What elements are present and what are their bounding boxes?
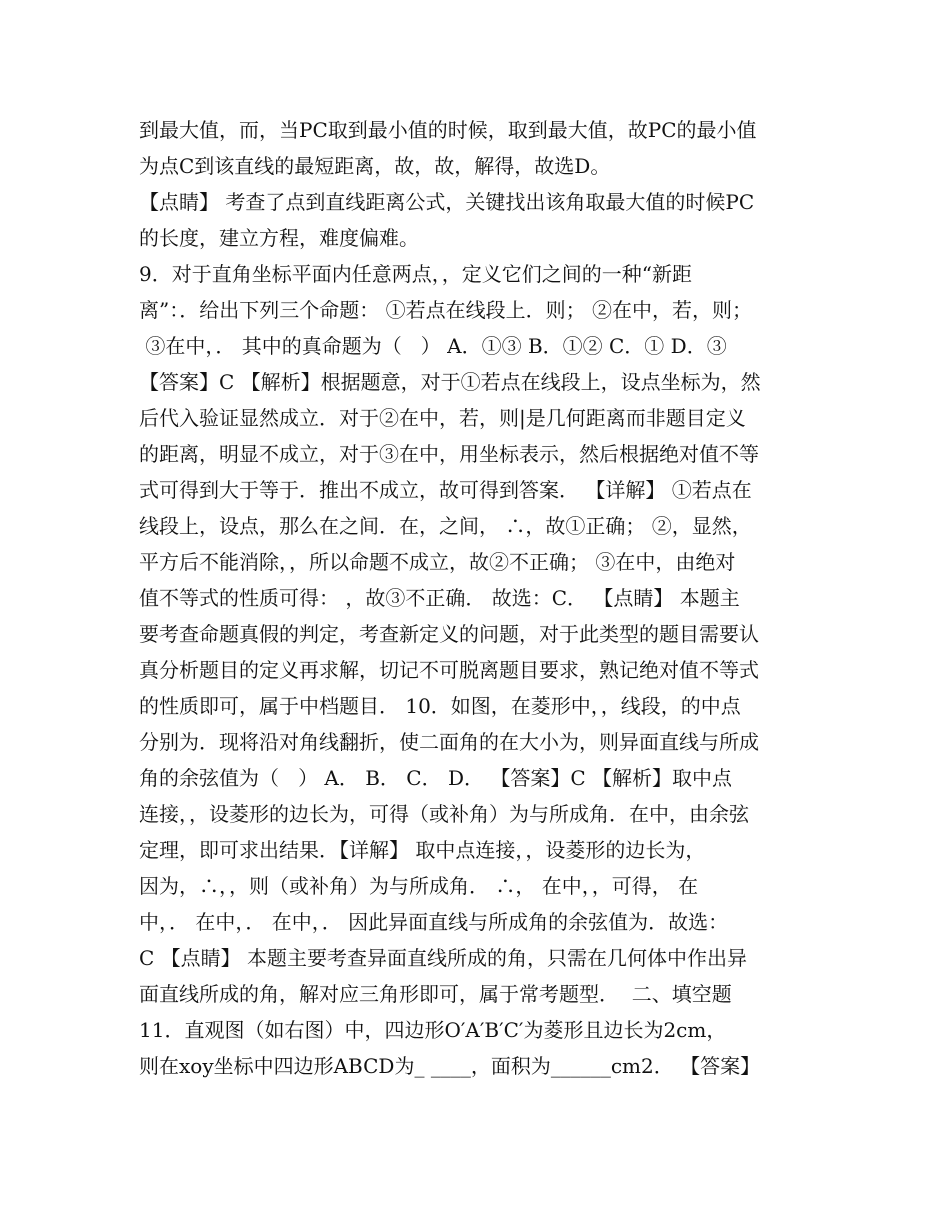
text-line: 的性质即可，属于中档题目． 10．如图，在菱形中，，线段，的中点: [139, 694, 741, 718]
text-line: 9．对于直角坐标平面内任意两点，，定义它们之间的一种“新距: [139, 262, 692, 286]
text-line: 离”：．给出下列三个命题： ①若点在线段上．则； ②在中，若，则；: [139, 298, 752, 322]
text-line: 面直线所成的角，解对应三角形即可，属于常考题型． 二、填空题: [139, 982, 732, 1006]
text-line: 分别为．现将沿对角线翻折，使二面角的在大小为，则异面直线与所成: [139, 730, 759, 754]
text-line: 线段上，设点，那么在之间．在，之间， ∴，故①正确； ②，显然，: [139, 514, 752, 538]
text-line: 【点睛】 考查了点到直线距离公式，关键找出该角取最大值的时候PC: [139, 190, 755, 214]
text-line: 式可得到大于等于．推出不成立，故可得到答案． 【详解】 ①若点在: [139, 478, 752, 502]
text-line: 则在xoy坐标中四边形ABCD为_ ____，面积为______cm2． 【答案】: [139, 1054, 761, 1078]
text-line: 中，． 在中，． 在中，． 因此异面直线与所成角的余弦值为．故选：: [139, 910, 729, 934]
text-line: ③在中，． 其中的真命题为（ ） A．①③ B．①② C．① D．③: [139, 334, 727, 358]
text-line: 连接，，设菱形的边长为，可得（或补角）为与所成角．在中，由余弦: [139, 802, 749, 826]
text-line: 要考查命题真假的判定，考查新定义的问题，对于此类型的题目需要认: [139, 622, 759, 646]
text-line: 角的余弦值为（ ） A． B． C． D． 【答案】C 【解析】取中点: [139, 766, 732, 790]
text-line: 为点C到该直线的最短距离，故，故，解得，故选D。: [139, 154, 611, 178]
document-body: [139, 112, 829, 1084]
text-line: 到最大值，而，当PC取到最小值的时候，取到最大值，故PC的最小值: [139, 118, 757, 142]
text-line: 的长度，建立方程，难度偏难。: [139, 226, 419, 250]
text-line: 的距离，明显不成立，对于③在中，用坐标表示，然后根据绝对值不等: [139, 442, 759, 466]
text-line: 【答案】C 【解析】根据题意，对于①若点在线段上，设点坐标为，然: [139, 370, 761, 394]
text-line: 平方后不能消除，，所以命题不成立，故②不正确； ③在中，由绝对: [139, 550, 736, 574]
text-line: 定理，即可求出结果．【详解】 取中点连接，，设菱形的边长为，: [139, 838, 706, 862]
text-line: 后代入验证显然成立．对于②在中，若，则|是几何距离而非题目定义: [139, 406, 746, 430]
text-line: 因为，∴，，则（或补角）为与所成角． ∴， 在中，，可得， 在: [139, 874, 699, 898]
text-line: C 【点睛】 本题主要考查异面直线所成的角，只需在几何体中作出异: [139, 946, 748, 970]
text-line: 值不等式的性质可得： ，故③不正确． 故选：C． 【点睛】 本题主: [139, 586, 740, 610]
text-line: 11．直观图（如右图）中，四边形O′A′B′C′为菱形且边长为2cm，: [139, 1018, 727, 1042]
text-line: 真分析题目的定义再求解，切记不可脱离题目要求，熟记绝对值不等式: [139, 658, 759, 682]
